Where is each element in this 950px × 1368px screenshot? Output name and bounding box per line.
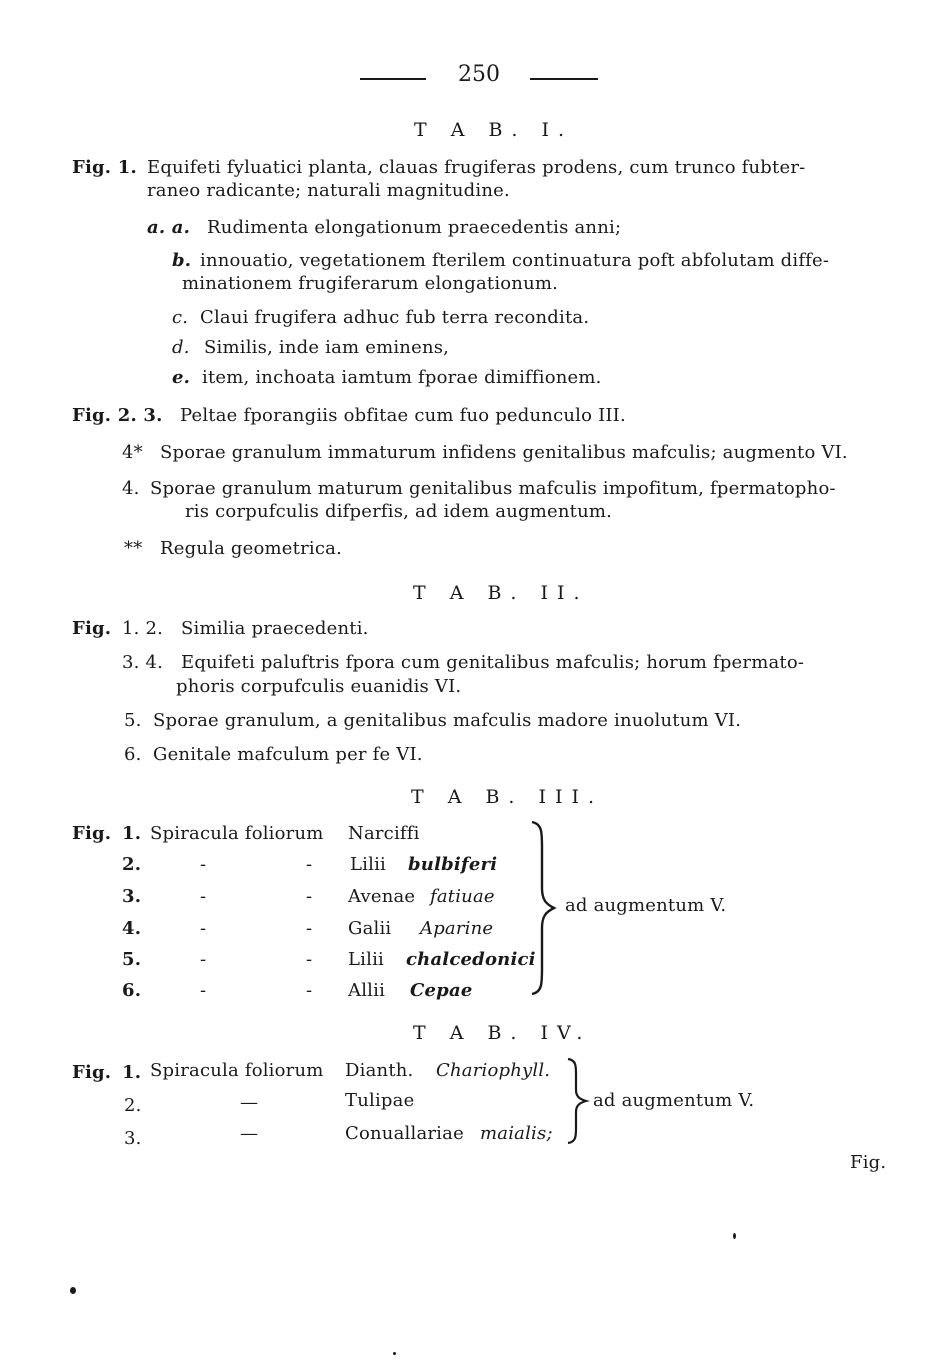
tab3-row4-ditto-b: - bbox=[306, 918, 313, 939]
tab1-item-4star-text: Sporae granulum immaturum infidens genitalibus mafculis; augmento VI. bbox=[160, 442, 848, 463]
tab4-row2-genus: Tulipae bbox=[345, 1090, 415, 1111]
tab3-row2-ditto-a: - bbox=[200, 854, 207, 875]
tab3-brace-text: ad augmentum V. bbox=[565, 895, 727, 916]
tab4-brace-text: ad augmentum V. bbox=[593, 1090, 755, 1111]
tab3-brace bbox=[524, 818, 560, 998]
tab1-item-c-key: c. bbox=[172, 307, 189, 328]
tab1-fig1-line1: Equifeti fyluatici planta, clauas frugiferas prodens, cum trunco fubter- bbox=[147, 157, 806, 178]
tab2-row2-cont: phoris corpufculis euanidis VI. bbox=[176, 676, 462, 697]
tab4-fig-label: Fig. bbox=[72, 1062, 112, 1083]
tab1-fig1-line2: raneo radicante; naturali magnitudine. bbox=[147, 180, 510, 201]
tab4-row3-dash: — bbox=[240, 1123, 259, 1144]
tab1-item-d-key: d. bbox=[172, 337, 190, 358]
tab1-item-ss-text: Regula geometrica. bbox=[160, 538, 342, 559]
tab4-row3-genus: Conuallariae bbox=[345, 1123, 464, 1144]
tab3-row3-species: fatiuae bbox=[430, 886, 495, 907]
tab4-row2-dash: — bbox=[240, 1092, 259, 1113]
tab4-row3-num: 3. bbox=[124, 1128, 142, 1149]
page-number: 250 bbox=[458, 62, 500, 87]
tab3-row1-num: 1. bbox=[122, 823, 142, 844]
ink-speck bbox=[733, 1233, 736, 1239]
tab3-row6-ditto-a: - bbox=[200, 980, 207, 1001]
catchword: Fig. bbox=[850, 1152, 887, 1173]
tab2-row4-text: Genitale mafculum per fe VI. bbox=[153, 744, 423, 765]
tab1-fig2-label: Fig. 2. 3. bbox=[72, 405, 163, 426]
tab1-fig2-line1: Peltae fporangiis obfitae cum fuo pedunculo III. bbox=[180, 405, 626, 426]
tab1-item-4-line2: ris corpufculis difperfis, ad idem augmentum. bbox=[185, 501, 613, 522]
tab4-heading: T A B. IV. bbox=[413, 1022, 592, 1044]
tab3-row5-genus: Lilii bbox=[348, 949, 384, 970]
tab4-row2-num: 2. bbox=[124, 1095, 142, 1116]
tab3-row4-species: Aparine bbox=[420, 918, 494, 939]
tab3-row4-ditto-a: - bbox=[200, 918, 207, 939]
tab1-item-a-key: a. a. bbox=[147, 217, 191, 238]
tab1-item-ss-key: ** bbox=[124, 538, 143, 559]
tab4-row3-species: maialis; bbox=[480, 1123, 553, 1144]
tab2-row3-key: 5. bbox=[124, 710, 142, 731]
tab4-row1-species: Chariophyll. bbox=[436, 1060, 551, 1081]
tab1-item-b-text: innouatio, vegetationem fterilem continuatura poft abfolutam diffe- bbox=[200, 250, 830, 271]
tab4-row1-num: 1. bbox=[122, 1062, 142, 1083]
tab4-brace bbox=[562, 1056, 592, 1146]
tab3-row2-ditto-b: - bbox=[306, 854, 313, 875]
tab3-row2-genus: Lilii bbox=[350, 854, 386, 875]
tab3-row3-ditto-b: - bbox=[306, 886, 313, 907]
tab3-row6-num: 6. bbox=[122, 980, 142, 1001]
tab1-item-d-text: Similis, inde iam eminens, bbox=[204, 337, 450, 358]
tab1-fig1-label: Fig. 1. bbox=[72, 157, 137, 178]
tab2-row2-key: 3. 4. bbox=[122, 652, 164, 673]
tab3-row3-genus: Avenae bbox=[348, 886, 416, 907]
tab2-heading: T A B. II. bbox=[413, 582, 589, 604]
tab2-row1-text: Similia praecedenti. bbox=[181, 618, 369, 639]
tab3-row6-genus: Allii bbox=[348, 980, 386, 1001]
tab3-heading: T A B. III. bbox=[411, 786, 604, 808]
tab2-row2-text: Equifeti paluftris fpora cum genitalibus mafculis; horum fpermato- bbox=[181, 652, 805, 673]
tab1-item-c-text: Claui frugifera adhuc fub terra recondita. bbox=[200, 307, 590, 328]
tab2-row3-text: Sporae granulum, a genitalibus mafculis madore inuolutum VI. bbox=[153, 710, 742, 731]
tab3-row2-species: bulbiferi bbox=[408, 854, 498, 875]
tab1-item-b-cont: minationem frugiferarum elongationum. bbox=[182, 273, 559, 294]
tab1-item-4-key: 4. bbox=[122, 478, 140, 499]
tab1-item-e-key: e. bbox=[172, 367, 191, 388]
tab1-item-e-text: item, inchoata iamtum fporae dimiffionem. bbox=[202, 367, 602, 388]
tab1-item-4-line1: Sporae granulum maturum genitalibus mafculis impofitum, fpermatopho- bbox=[150, 478, 836, 499]
tab4-col-label: Spiracula foliorum bbox=[150, 1060, 324, 1081]
tab3-row6-species: Cepae bbox=[410, 980, 473, 1001]
tab1-item-b-key: b. bbox=[172, 250, 192, 271]
tab3-row3-ditto-a: - bbox=[200, 886, 207, 907]
tab3-fig-label: Fig. bbox=[72, 823, 112, 844]
tab3-row3-num: 3. bbox=[122, 886, 142, 907]
tab3-row1-genus: Narciffi bbox=[348, 823, 420, 844]
tab3-row5-ditto-a: - bbox=[200, 949, 207, 970]
tab3-row5-species: chalcedonici bbox=[406, 949, 536, 970]
ink-speck bbox=[70, 1287, 76, 1294]
header-rule-right bbox=[530, 78, 598, 80]
tab2-row4-key: 6. bbox=[124, 744, 142, 765]
tab3-row4-num: 4. bbox=[122, 918, 142, 939]
tab3-row4-genus: Galii bbox=[348, 918, 392, 939]
tab3-row5-num: 5. bbox=[122, 949, 142, 970]
ink-speck bbox=[393, 1352, 396, 1355]
tab1-heading: T A B. I. bbox=[414, 119, 574, 141]
header-rule-left bbox=[360, 78, 426, 80]
tab1-item-a-text: Rudimenta elongationum praecedentis anni; bbox=[207, 217, 622, 238]
tab2-fig-label: Fig. bbox=[72, 618, 112, 639]
tab3-row5-ditto-b: - bbox=[306, 949, 313, 970]
tab3-row2-num: 2. bbox=[122, 854, 142, 875]
tab3-row6-ditto-b: - bbox=[306, 980, 313, 1001]
tab2-row1-key: 1. 2. bbox=[122, 618, 164, 639]
tab4-row1-genus: Dianth. bbox=[345, 1060, 414, 1081]
tab3-col-label: Spiracula foliorum bbox=[150, 823, 324, 844]
tab1-item-4star-key: 4* bbox=[122, 442, 143, 463]
